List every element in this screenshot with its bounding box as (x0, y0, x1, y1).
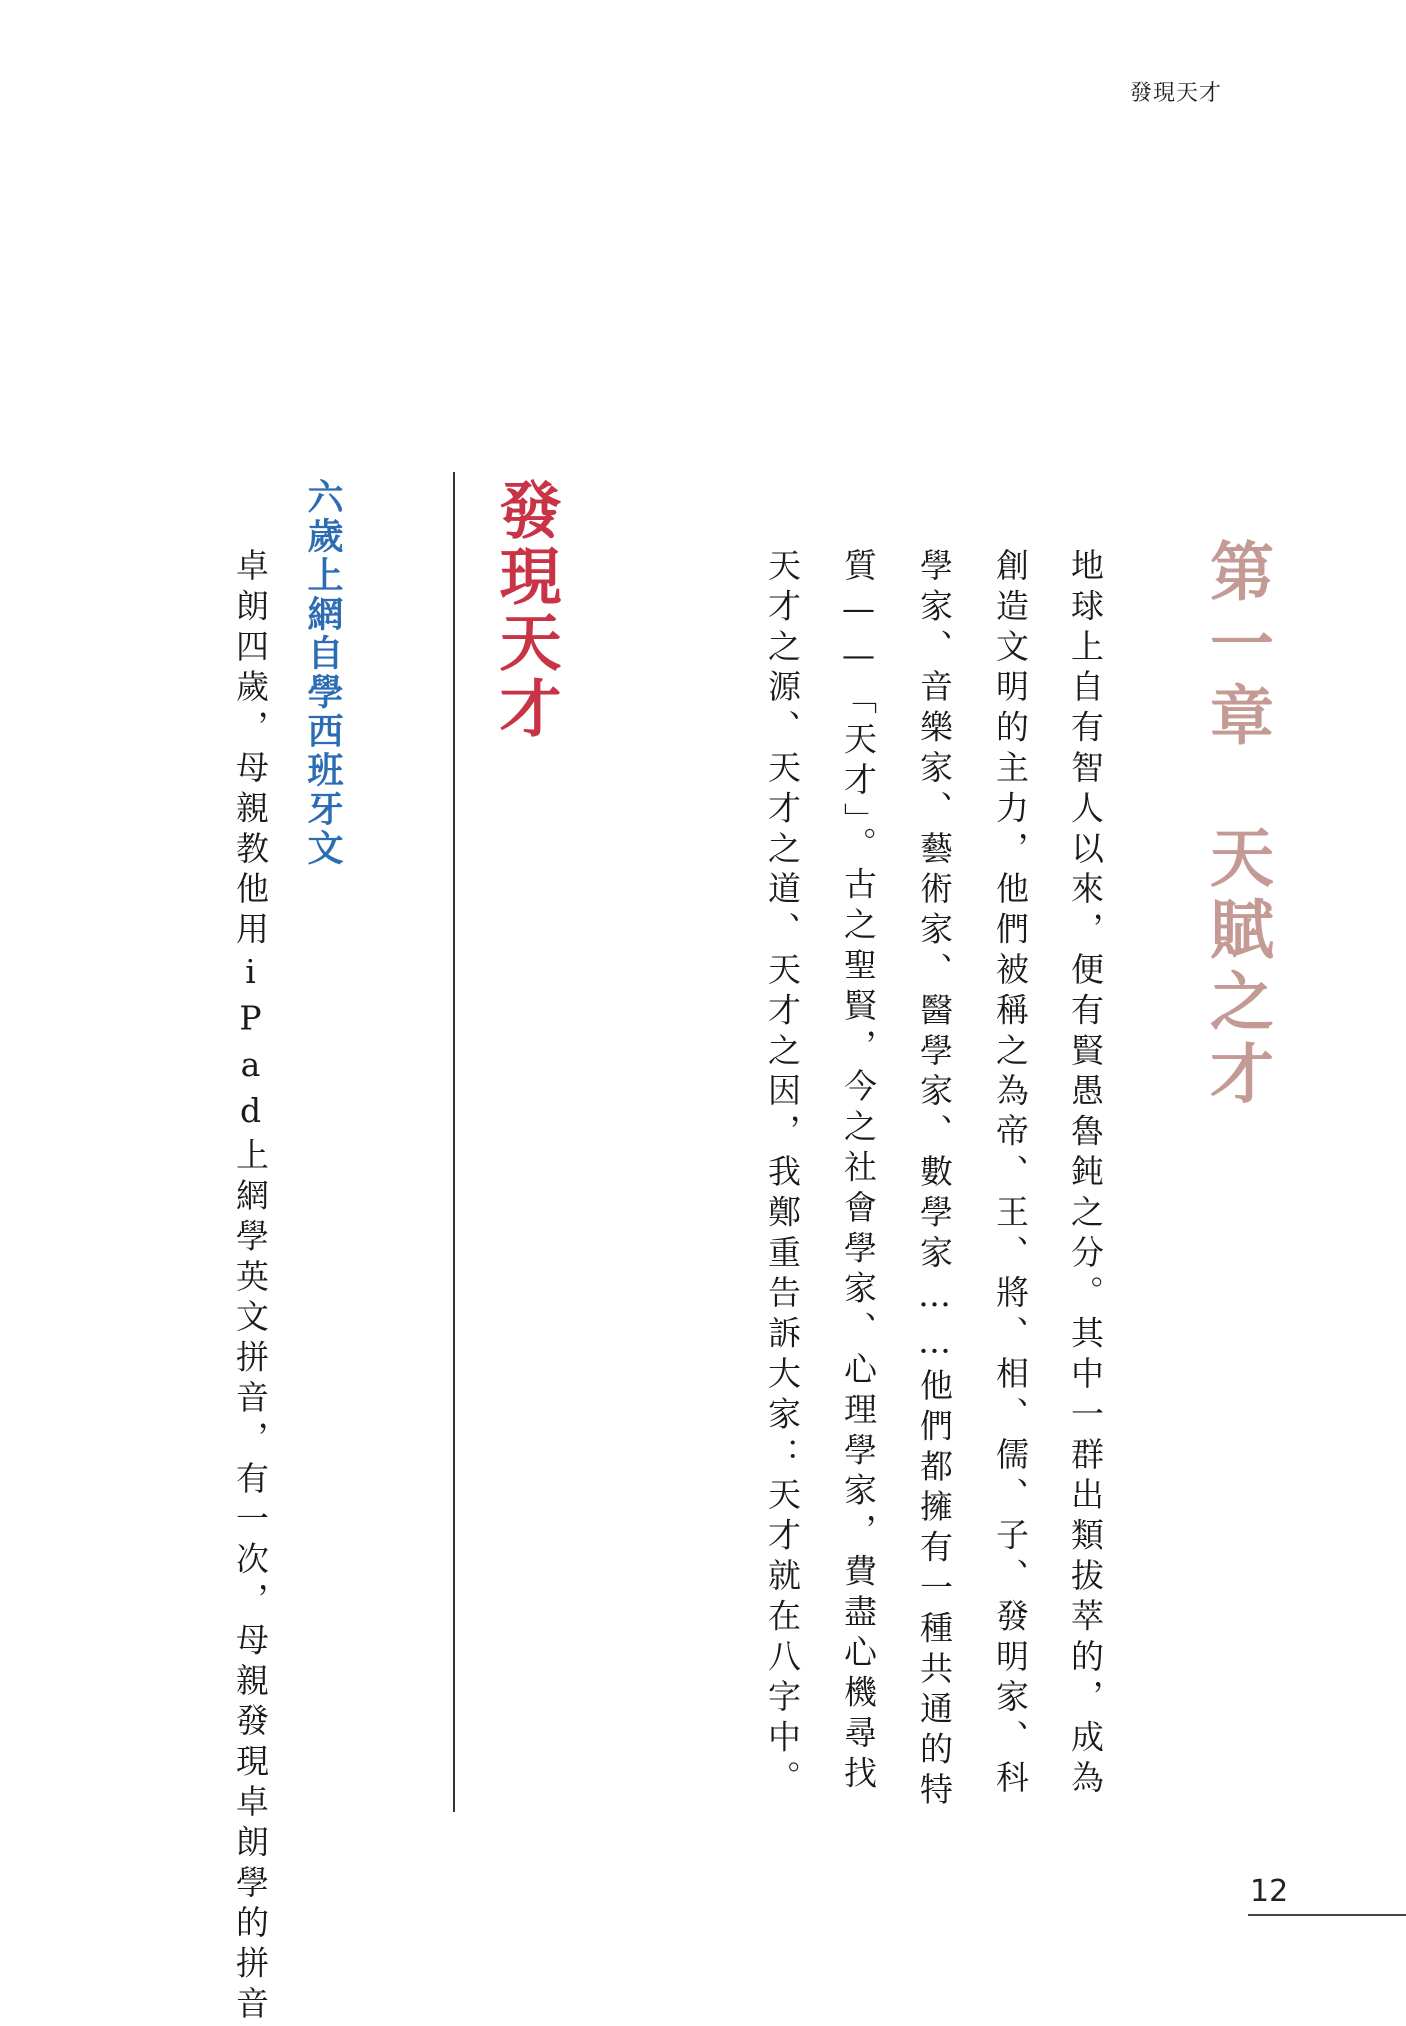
subsection-title: 六歲上網自學西班牙文 (302, 478, 343, 868)
page-number: 12 (1250, 1874, 1289, 1909)
chapter-heading (1200, 538, 1272, 1112)
running-header: 發現天才 (1130, 81, 1223, 106)
chapter-title: 天賦之才 (1199, 824, 1273, 1112)
section-title: 發現天才 (489, 478, 562, 742)
body-column-1: 地球上自有智人以來，便有賢愚魯鈍之分。其中一群出類拔萃的，成為 (1066, 548, 1105, 1801)
body-column-5: 天才之源、天才之道、天才之因，我鄭重告訴大家：天才就在八字中。 (763, 548, 802, 1801)
body-column-2: 創造文明的主力，他們被稱之為帝、王、將、相、儒、子、發明家、科 (991, 548, 1030, 1801)
chapter-number: 第一章 (1199, 538, 1273, 754)
body-column-4: 質——「天才」。古之聖賢，今之社會學家、心理學家，費盡心機尋找 (839, 548, 878, 1796)
body-column-3: 學家、音樂家、藝術家、醫學家、數學家……他們都擁有一種共通的特 (915, 548, 954, 1813)
subsection-body-column-1: 卓朗四歲，母親教他用iPad上網學英文拼音，有一次，母親發現卓朗學的拼音 (231, 548, 270, 2026)
page-number-rule (1248, 1914, 1406, 1916)
vertical-divider (453, 472, 455, 1812)
